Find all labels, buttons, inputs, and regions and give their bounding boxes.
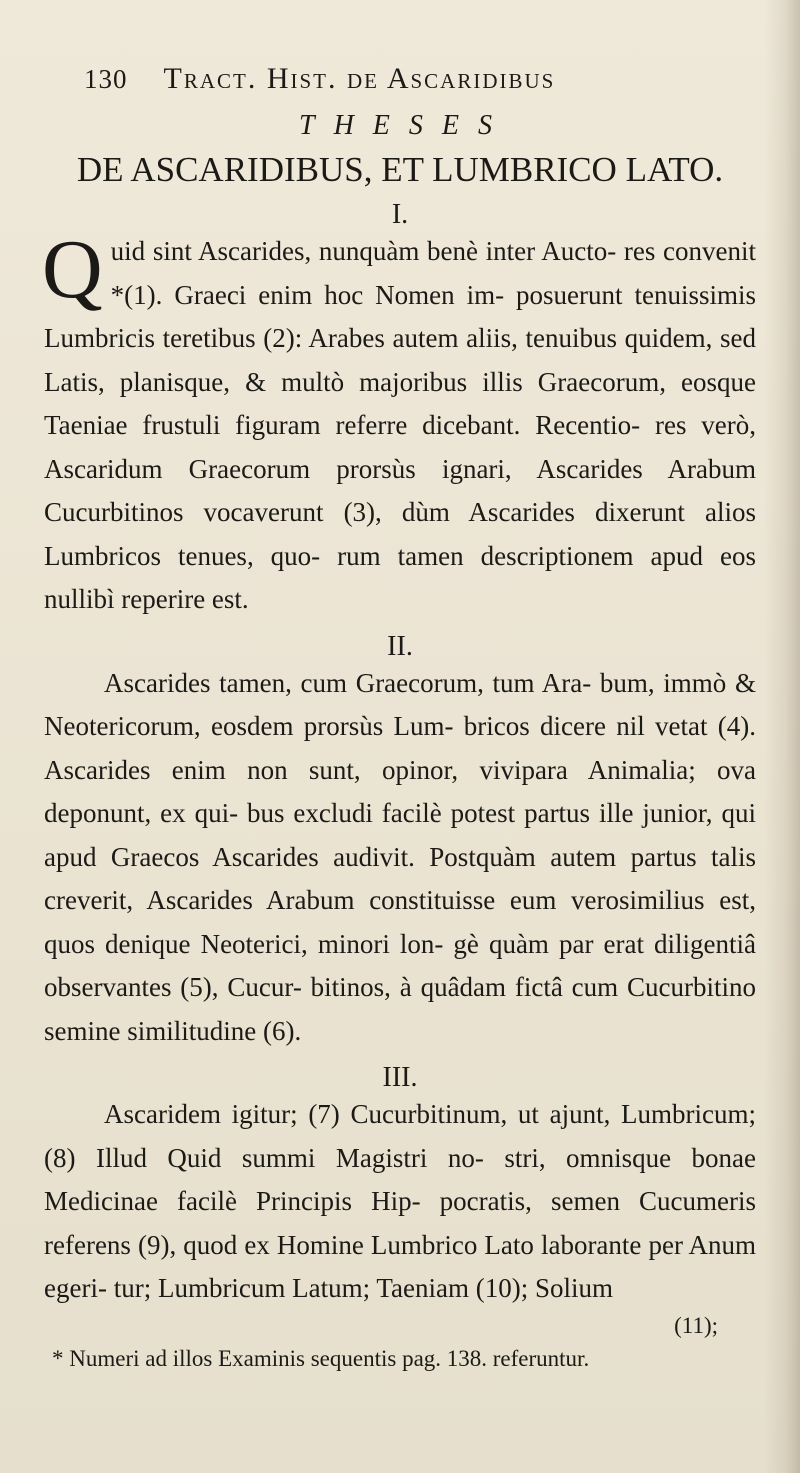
section-1-text: uid sint Ascarides, nunquàm benè inter Aucto- res convenit *(1). Graeci enim hoc Nomen im- posuerunt tenuissimis Lumbricis teretibus (2): Arabes autem aliis, tenuibus quidem, sed Latis, planisque, & multò majoribus illis Graecorum, eosque Taeniae frustuli figuram referre dicebant. Recentio- res verò, Ascaridum Graecorum prorsùs ignari, Ascarides Arabum Cucurbitinos vocaverunt (3), dùm Ascarides dixerunt alios Lumbricos tenues, quo- rum tamen descriptionem apud eos nullibì reperire est. [44, 236, 756, 614]
footnote: * Numeri ad illos Examinis sequentis pag. 138. referuntur. [52, 1345, 590, 1371]
section-2-text: Ascarides tamen, cum Graecorum, tum Ara- bum, immò & Neotericorum, eosdem prorsùs Lum- bricos dicere nil vetat (4). Ascarides enim non sunt, opinor, vivipara Animalia; ova deponunt, ex qui- bus excludi facilè potest partus ille junior, qui apud Graecos Ascarides audivit. Postquàm autem partus talis creverit, Ascarides Arabum constituisse eum verosimilius est, quos denique Neoterici, minori lon- gè quàm par erat diligentiâ observantes (5), Cucur- bitinos, à quâdam fictâ cum Cucurbitino semine similitudine (6). [44, 667, 756, 1046]
running-title: Tract. Hist. de Ascaridibus [163, 62, 556, 95]
catchword: (11); [674, 1312, 718, 1338]
section-3-text: Ascaridem igitur; (7) Cucurbitinum, ut ajunt, Lumbricum; (8) Illud Quid summi Magistri no- stri, omnisque bonae Medicinae facilè Principis Hip- pocratis, semen Cucumeris referens (9), quod ex Homine Lumbrico Lato laborante per Anum egeri- tur; Lumbricum Latum; Taeniam (10); Solium [44, 1099, 756, 1303]
page-number: 130 [84, 64, 128, 94]
section-2 [44, 662, 756, 1054]
page-text-block [44, 62, 756, 1373]
section-1 [42, 223, 756, 622]
running-head [84, 62, 756, 96]
section-numeral-3: III. [382, 1062, 418, 1093]
section-numeral-2: II. [387, 630, 413, 662]
section-3 [44, 1093, 756, 1311]
drop-cap: Q [42, 223, 103, 316]
page-edge-shadow [764, 0, 800, 1473]
section-numeral-1: I. [391, 199, 409, 230]
chapter-title: DE ASCARIDIBUS, ET LUMBRICO LATO. [76, 150, 724, 189]
theses-heading: THESES [299, 110, 511, 141]
